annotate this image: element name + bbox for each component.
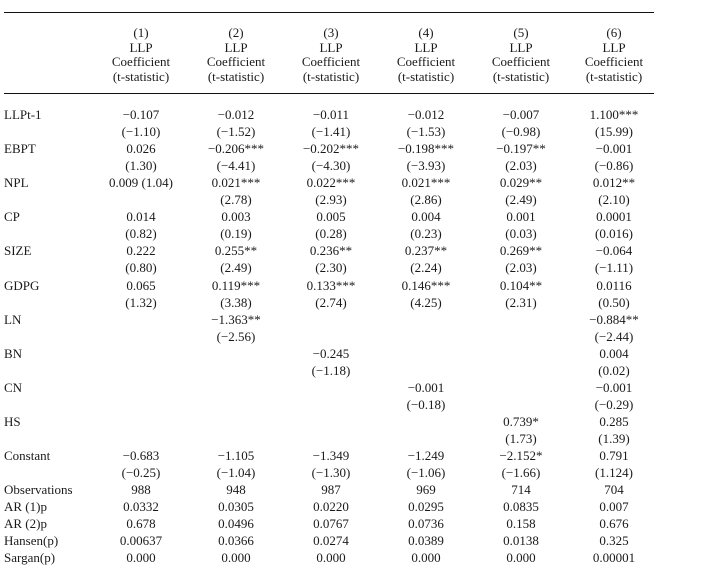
table-cell: −0.206*** — [207, 141, 265, 157]
table-cell: 0.00637 — [119, 533, 163, 549]
table-cell: (−4.30) — [311, 158, 351, 174]
column-header — [196, 26, 276, 84]
table-cell: (−0.18) — [406, 396, 446, 412]
table-cell: 0.000 — [411, 550, 441, 566]
table-cell: 0.021*** — [211, 175, 261, 191]
column-header-dep: LLP — [509, 39, 533, 55]
column-header-num: (1) — [133, 25, 149, 40]
table-cell: 987 — [321, 482, 341, 498]
table-cell: (−1.11) — [594, 260, 634, 276]
row-label: AR (2)p — [4, 516, 47, 532]
row-label: Hansen(p) — [4, 533, 59, 549]
table-cell: (−1.30) — [311, 465, 351, 481]
column-header-c2: (t-statistic) — [492, 68, 550, 84]
table-cell: 0.676 — [599, 516, 629, 532]
table-cell: 0.0138 — [503, 533, 539, 549]
table-cell: 0.005 — [316, 209, 346, 225]
column-header — [101, 26, 181, 84]
table-cell: (2.03) — [505, 260, 537, 276]
column-header — [386, 26, 466, 84]
table-cell: 0.007 — [599, 499, 629, 515]
table-cell: 0.004 — [599, 345, 629, 361]
table-cell: −1.105 — [217, 448, 255, 463]
table-cell: 0.0274 — [313, 533, 349, 549]
table-cell: 0.0305 — [218, 499, 254, 515]
table-cell: 0.000 — [316, 550, 346, 566]
column-header-dep: LLP — [602, 39, 626, 55]
table-cell: 0.026 — [126, 141, 156, 157]
table-cell: 0.285 — [599, 413, 629, 429]
table-cell: (2.30) — [315, 260, 347, 276]
table-cell: 0.236** — [309, 243, 353, 259]
table-cell: (15.99) — [595, 124, 633, 140]
table-row — [4, 208, 654, 225]
table-row — [4, 174, 654, 191]
table-row — [4, 106, 654, 123]
table-row — [4, 481, 654, 498]
table-cell: 0.021*** — [401, 175, 451, 191]
table-cell: (0.016) — [595, 226, 633, 242]
table-cell: (−1.04) — [216, 465, 256, 481]
table-cell: (−0.25) — [121, 465, 161, 481]
table-cell: 0.0295 — [408, 499, 444, 515]
table-row — [4, 362, 654, 379]
row-label: GDPG — [4, 277, 40, 293]
table-cell: 0.146*** — [401, 277, 451, 293]
table-cell: 0.0116 — [596, 277, 632, 293]
table-top-rule — [4, 12, 654, 13]
column-header-num: (5) — [513, 25, 529, 40]
column-header-num: (4) — [418, 25, 434, 40]
table-row — [4, 191, 654, 208]
column-header — [291, 26, 371, 84]
table-row — [4, 464, 654, 481]
table-cell: 0.119*** — [211, 277, 261, 293]
table-cell: −0.007 — [502, 107, 540, 122]
table-cell: (0.80) — [125, 260, 157, 276]
table-cell: (−1.10) — [121, 124, 161, 140]
column-header-c2: (t-statistic) — [302, 68, 360, 84]
table-row — [4, 277, 654, 294]
table-cell: (1.39) — [598, 430, 630, 446]
column-header-dep: LLP — [224, 39, 248, 55]
table-cell: 0.00001 — [592, 550, 636, 566]
row-label: Constant — [4, 448, 51, 463]
table-cell: 0.237** — [404, 243, 448, 259]
table-row — [4, 242, 654, 259]
table-cell: −1.249 — [407, 448, 445, 463]
table-cell: (−3.93) — [406, 158, 446, 174]
table-cell: 0.0332 — [123, 499, 159, 515]
table-cell: −0.198*** — [397, 141, 455, 157]
table-cell: (−1.06) — [406, 465, 446, 481]
column-header-c1: Coefficient — [396, 54, 456, 69]
table-row — [4, 413, 654, 430]
table-cell: (−0.98) — [501, 124, 541, 140]
table-cell: 0.009 (1.04) — [109, 175, 173, 191]
table-cell: 0.133*** — [306, 277, 356, 293]
table-cell: (−2.44) — [594, 328, 634, 344]
column-header-c2: (t-statistic) — [585, 68, 643, 84]
row-label: HS — [4, 413, 21, 429]
table-cell: (0.19) — [220, 226, 252, 242]
table-cell: 0.0001 — [596, 209, 632, 225]
table-cell: −0.012 — [217, 107, 255, 122]
table-cell: 0.065 — [126, 277, 156, 293]
table-row — [4, 259, 654, 276]
row-label: BN — [4, 345, 23, 361]
table-cell: 948 — [226, 482, 246, 498]
column-header-c1: Coefficient — [111, 54, 171, 69]
table-cell: (−1.18) — [311, 362, 351, 378]
table-row — [4, 549, 654, 566]
column-header-c2: (t-statistic) — [397, 68, 455, 84]
table-cell: −0.107 — [122, 107, 160, 122]
table-cell: 0.000 — [221, 550, 251, 566]
row-label: LN — [4, 311, 22, 327]
column-header-num: (2) — [228, 25, 244, 40]
table-cell: 0.004 — [411, 209, 441, 225]
column-header-c1: Coefficient — [491, 54, 551, 69]
table-cell: (2.86) — [410, 192, 442, 208]
table-cell: 0.325 — [599, 533, 629, 549]
table-cell: 0.022*** — [306, 175, 356, 191]
table-cell: (2.31) — [505, 294, 537, 310]
table-row — [4, 498, 654, 515]
column-header-dep: LLP — [129, 39, 153, 55]
table-cell: 0.0366 — [218, 533, 254, 549]
table-cell: 0.000 — [506, 550, 536, 566]
column-header-num: (3) — [323, 25, 339, 40]
table-row — [4, 345, 654, 362]
table-cell: (−1.41) — [311, 124, 351, 140]
table-cell: (4.25) — [410, 294, 442, 310]
table-cell: 0.0389 — [408, 533, 444, 549]
table-cell: 0.678 — [126, 516, 156, 532]
table-cell: (2.49) — [220, 260, 252, 276]
table-cell: −0.001 — [595, 141, 633, 157]
table-cell: 0.739* — [503, 413, 539, 429]
table-cell: 0.0736 — [408, 516, 444, 532]
table-cell: −0.011 — [312, 107, 350, 122]
table-cell: 0.0496 — [218, 516, 254, 532]
table-cell: 0.000 — [126, 550, 156, 566]
row-label: CN — [4, 379, 23, 395]
table-cell: −1.349 — [312, 448, 350, 463]
column-header-dep: LLP — [319, 39, 343, 55]
row-label: Sargan(p) — [4, 550, 56, 566]
table-row — [4, 447, 654, 464]
table-cell: 969 — [416, 482, 436, 498]
table-cell: (−1.66) — [501, 465, 541, 481]
table-row — [4, 225, 654, 242]
table-cell: (2.10) — [598, 192, 630, 208]
table-row — [4, 140, 654, 157]
column-header — [481, 26, 561, 84]
table-cell: 0.003 — [221, 209, 251, 225]
table-cell: −0.001 — [595, 379, 633, 395]
table-row — [4, 311, 654, 328]
table-cell: (0.28) — [315, 226, 347, 242]
table-cell: −0.202*** — [302, 141, 360, 157]
table-cell: 714 — [511, 482, 531, 498]
table-cell: 0.158 — [506, 516, 536, 532]
table-cell: 0.014 — [126, 209, 156, 225]
table-row — [4, 294, 654, 311]
table-cell: −0.197** — [496, 141, 546, 157]
table-cell: (1.32) — [125, 294, 157, 310]
table-row — [4, 328, 654, 345]
column-header-c2: (t-statistic) — [207, 68, 265, 84]
table-cell: −1.363** — [211, 311, 261, 327]
table-cell: (1.30) — [125, 158, 157, 174]
table-cell: 0.0767 — [313, 516, 349, 532]
table-cell: (0.50) — [598, 294, 630, 310]
table-cell: 0.012** — [592, 175, 636, 191]
table-cell: 0.0220 — [313, 499, 349, 515]
column-header-num: (6) — [606, 25, 622, 40]
table-cell: (1.73) — [505, 430, 537, 446]
table-cell: (0.02) — [598, 362, 630, 378]
table-cell: −0.245 — [312, 345, 350, 361]
table-cell: −0.884** — [589, 311, 639, 327]
table-cell: 0.001 — [506, 209, 536, 225]
table-cell: 0.269** — [499, 243, 543, 259]
row-label: EBPT — [4, 141, 36, 157]
row-label: Observations — [4, 482, 73, 498]
table-row — [4, 430, 654, 447]
table-cell: (0.82) — [125, 226, 157, 242]
table-cell: (2.03) — [505, 158, 537, 174]
table-cell: 0.104** — [499, 277, 543, 293]
table-cell: (2.74) — [315, 294, 347, 310]
table-row — [4, 396, 654, 413]
table-cell: −0.001 — [407, 379, 445, 395]
column-header-dep: LLP — [414, 39, 438, 55]
table-cell: (−2.56) — [216, 328, 256, 344]
table-row — [4, 515, 654, 532]
table-cell: −0.683 — [122, 448, 160, 463]
table-cell: (0.23) — [410, 226, 442, 242]
row-label: AR (1)p — [4, 499, 47, 515]
table-cell: (2.49) — [505, 192, 537, 208]
table-cell: (−0.86) — [594, 158, 634, 174]
table-cell: (−1.53) — [406, 124, 446, 140]
table-cell: 704 — [604, 482, 624, 498]
row-label: SIZE — [4, 243, 32, 259]
table-cell: (0.03) — [505, 226, 537, 242]
table-cell: −0.064 — [595, 243, 633, 259]
table-cell: 0.0835 — [503, 499, 539, 515]
table-cell: 0.029** — [499, 175, 543, 191]
column-header-c1: Coefficient — [584, 54, 644, 69]
table-cell: 0.791 — [599, 448, 629, 463]
column-header-c2: (t-statistic) — [112, 68, 170, 84]
table-cell: (2.78) — [220, 192, 252, 208]
table-cell: (2.24) — [410, 260, 442, 276]
table-cell: 0.255** — [214, 243, 258, 259]
table-row — [4, 157, 654, 174]
table-row — [4, 123, 654, 140]
table-cell: −0.012 — [407, 107, 445, 122]
table-cell: (3.38) — [220, 294, 252, 310]
table-row — [4, 379, 654, 396]
row-label: LLPt-1 — [4, 107, 42, 122]
table-cell: 0.222 — [126, 243, 156, 259]
table-cell: (−0.29) — [594, 396, 634, 412]
row-label: CP — [4, 209, 20, 225]
table-cell: (1.124) — [595, 465, 633, 481]
table-cell: (−4.41) — [216, 158, 256, 174]
table-cell: 988 — [131, 482, 151, 498]
header-bottom-rule — [4, 93, 654, 94]
table-cell: 1.100*** — [589, 107, 639, 122]
table-cell: (2.93) — [315, 192, 347, 208]
row-label: NPL — [4, 175, 29, 191]
table-row — [4, 532, 654, 549]
column-header-c1: Coefficient — [301, 54, 361, 69]
table-cell: (−1.52) — [216, 124, 256, 140]
table-cell: −2.152* — [499, 448, 543, 463]
column-header-c1: Coefficient — [206, 54, 266, 69]
column-header — [574, 26, 654, 84]
